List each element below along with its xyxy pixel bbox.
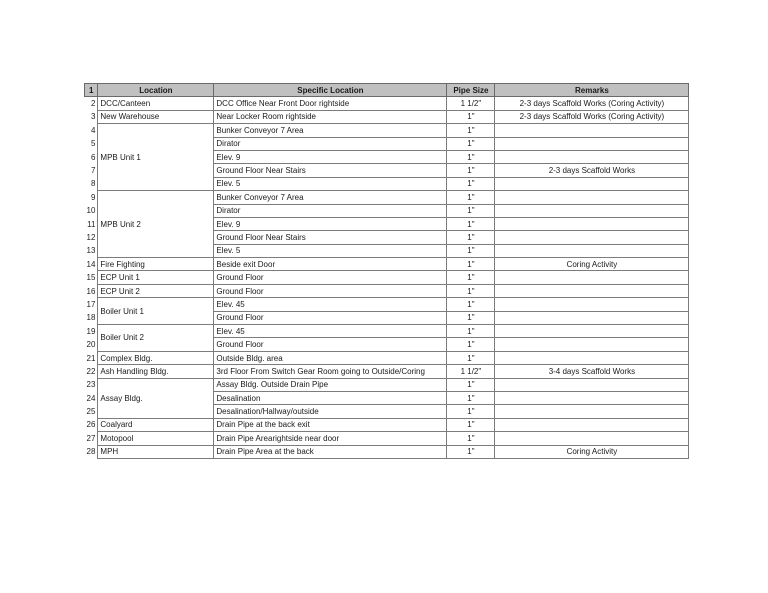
specific-location-cell: Drain Pipe Arearightside near door [214, 432, 447, 445]
pipe-size-cell: 1" [447, 231, 495, 244]
remarks-cell [495, 150, 689, 163]
table-row [85, 351, 689, 364]
remarks-cell [495, 244, 689, 257]
remarks-cell: 2-3 days Scaffold Works [495, 164, 689, 177]
location-cell: ECP Unit 2 [98, 284, 214, 297]
remarks-cell: Coring Activity [495, 445, 689, 458]
specific-location-cell: Desalination [214, 391, 447, 404]
location-cell: New Warehouse [98, 110, 214, 123]
table-row [85, 97, 689, 110]
pipe-size-cell: 1" [447, 325, 495, 338]
table-row [85, 271, 689, 284]
row-number: 25 [86, 407, 96, 417]
table-row [85, 365, 689, 378]
specific-location-cell: Ground Floor Near Stairs [214, 231, 447, 244]
row-number: 14 [86, 259, 96, 269]
table-row [85, 325, 689, 338]
specific-location-cell: Drain Pipe Area at the back [214, 445, 447, 458]
remarks-cell [495, 124, 689, 137]
pipe-size-cell: 1" [447, 244, 495, 257]
location-cell: ECP Unit 1 [98, 271, 214, 284]
row-number: 26 [86, 420, 96, 430]
table-row [85, 284, 689, 297]
location-cell: MPB Unit 1 [98, 124, 214, 191]
specific-location-cell: DCC Office Near Front Door rightside [214, 97, 447, 110]
pipe-size-cell: 1" [447, 258, 495, 271]
specific-location-cell: Ground Floor [214, 284, 447, 297]
location-cell: Motopool [98, 432, 214, 445]
specific-location-cell: 3rd Floor From Switch Gear Room going to Outside/Coring [214, 365, 447, 378]
row-number: 7 [90, 166, 96, 176]
remarks-cell [495, 405, 689, 418]
specific-location-cell: Dirator [214, 204, 447, 217]
row-number: 28 [86, 447, 96, 457]
remarks-cell [495, 191, 689, 204]
specific-location-cell: Near Locker Room rightside [214, 110, 447, 123]
row-number: 4 [90, 125, 96, 135]
remarks-cell [495, 271, 689, 284]
specific-location-cell: Beside exit Door [214, 258, 447, 271]
table-row [85, 298, 689, 311]
pipe-size-cell: 1" [447, 378, 495, 391]
pipe-size-cell: 1" [447, 418, 495, 431]
pipe-size-cell: 1" [447, 177, 495, 190]
specific-location-cell: Outside Bldg. area [214, 351, 447, 364]
table-body [85, 97, 689, 459]
remarks-cell [495, 325, 689, 338]
remarks-cell [495, 338, 689, 351]
remarks-cell [495, 351, 689, 364]
row-number: 27 [86, 433, 96, 443]
pipe-size-cell: 1" [447, 445, 495, 458]
pipe-size-cell: 1" [447, 191, 495, 204]
location-cell: MPH [98, 445, 214, 458]
remarks-cell [495, 231, 689, 244]
row-number: 9 [90, 192, 96, 202]
header-pipe-size: Pipe Size [447, 84, 495, 97]
pipe-size-cell: 1" [447, 284, 495, 297]
specific-location-cell: Elev. 45 [214, 298, 447, 311]
specific-location-cell: Bunker Conveyor 7 Area [214, 191, 447, 204]
row-number: 12 [86, 232, 96, 242]
specific-location-cell: Assay Bldg. Outside Drain Pipe [214, 378, 447, 391]
pipe-size-cell: 1" [447, 217, 495, 230]
table-row [85, 258, 689, 271]
remarks-cell: 3-4 days Scaffold Works [495, 365, 689, 378]
row-number: 16 [86, 286, 96, 296]
pipe-size-cell: 1" [447, 351, 495, 364]
row-number: 17 [86, 299, 96, 309]
pipe-size-cell: 1" [447, 391, 495, 404]
location-cell: Fire Fighting [98, 258, 214, 271]
row-number: 23 [86, 380, 96, 390]
remarks-cell [495, 432, 689, 445]
remarks-cell: Coring Activity [495, 258, 689, 271]
location-cell: Coalyard [98, 418, 214, 431]
row-number: 1 [85, 84, 98, 97]
specific-location-cell: Elev. 9 [214, 150, 447, 163]
pipe-location-table [84, 83, 689, 459]
pipe-size-cell: 1" [447, 271, 495, 284]
row-number: 18 [86, 313, 96, 323]
table-row [85, 445, 689, 458]
pipe-size-cell: 1" [447, 124, 495, 137]
row-number: 11 [87, 219, 96, 229]
pipe-size-cell: 1" [447, 298, 495, 311]
specific-location-cell: Elev. 5 [214, 244, 447, 257]
specific-location-cell: Elev. 5 [214, 177, 447, 190]
row-number: 6 [90, 152, 96, 162]
specific-location-cell: Dirator [214, 137, 447, 150]
remarks-cell [495, 284, 689, 297]
specific-location-cell: Elev. 45 [214, 325, 447, 338]
location-cell: Assay Bldg. [98, 378, 214, 418]
remarks-cell [495, 311, 689, 324]
location-cell: MPB Unit 2 [98, 191, 214, 258]
table-row [85, 110, 689, 123]
remarks-cell [495, 217, 689, 230]
location-cell: Boiler Unit 2 [98, 325, 214, 352]
remarks-cell [495, 391, 689, 404]
specific-location-cell: Ground Floor Near Stairs [214, 164, 447, 177]
row-number: 24 [86, 393, 96, 403]
specific-location-cell: Ground Floor [214, 271, 447, 284]
row-number: 3 [90, 112, 96, 122]
pipe-size-cell: 1" [447, 432, 495, 445]
remarks-cell [495, 298, 689, 311]
row-number: 15 [86, 273, 96, 283]
remarks-cell [495, 177, 689, 190]
row-number: 21 [86, 353, 96, 363]
remarks-cell [495, 378, 689, 391]
row-number: 13 [86, 246, 96, 256]
header-location: Location [98, 84, 214, 97]
header-specific-location: Specific Location [214, 84, 447, 97]
table-row [85, 418, 689, 431]
pipe-size-cell: 1" [447, 405, 495, 418]
remarks-cell: 2-3 days Scaffold Works (Coring Activity) [495, 97, 689, 110]
pipe-size-cell: 1 1/2" [447, 97, 495, 110]
pipe-size-cell: 1" [447, 110, 495, 123]
specific-location-cell: Bunker Conveyor 7 Area [214, 124, 447, 137]
remarks-cell [495, 204, 689, 217]
pipe-size-cell: 1" [447, 137, 495, 150]
remarks-cell [495, 418, 689, 431]
row-number: 20 [86, 340, 96, 350]
specific-location-cell: Ground Floor [214, 311, 447, 324]
row-number: 2 [90, 99, 96, 109]
location-cell: Boiler Unit 1 [98, 298, 214, 325]
remarks-cell: 2-3 days Scaffold Works (Coring Activity) [495, 110, 689, 123]
specific-location-cell: Ground Floor [214, 338, 447, 351]
table-row [85, 124, 689, 137]
location-cell: DCC/Canteen [98, 97, 214, 110]
location-cell: Ash Handling Bldg. [98, 365, 214, 378]
table-row [85, 191, 689, 204]
pipe-size-cell: 1" [447, 150, 495, 163]
row-number: 10 [86, 206, 96, 216]
pipe-size-cell: 1" [447, 204, 495, 217]
specific-location-cell: Drain Pipe at the back exit [214, 418, 447, 431]
row-number: 5 [90, 139, 96, 149]
specific-location-cell: Desalination/Hallway/outside [214, 405, 447, 418]
remarks-cell [495, 137, 689, 150]
pipe-size-cell: 1" [447, 164, 495, 177]
table-row [85, 432, 689, 445]
row-number: 22 [86, 366, 96, 376]
row-number: 19 [86, 326, 96, 336]
pipe-size-cell: 1" [447, 338, 495, 351]
specific-location-cell: Elev. 9 [214, 217, 447, 230]
pipe-size-cell: 1 1/2" [447, 365, 495, 378]
header-remarks: Remarks [495, 84, 689, 97]
row-number: 8 [90, 179, 96, 189]
pipe-size-cell: 1" [447, 311, 495, 324]
location-cell: Complex Bldg. [98, 351, 214, 364]
table-row [85, 378, 689, 391]
header-row [85, 84, 689, 97]
